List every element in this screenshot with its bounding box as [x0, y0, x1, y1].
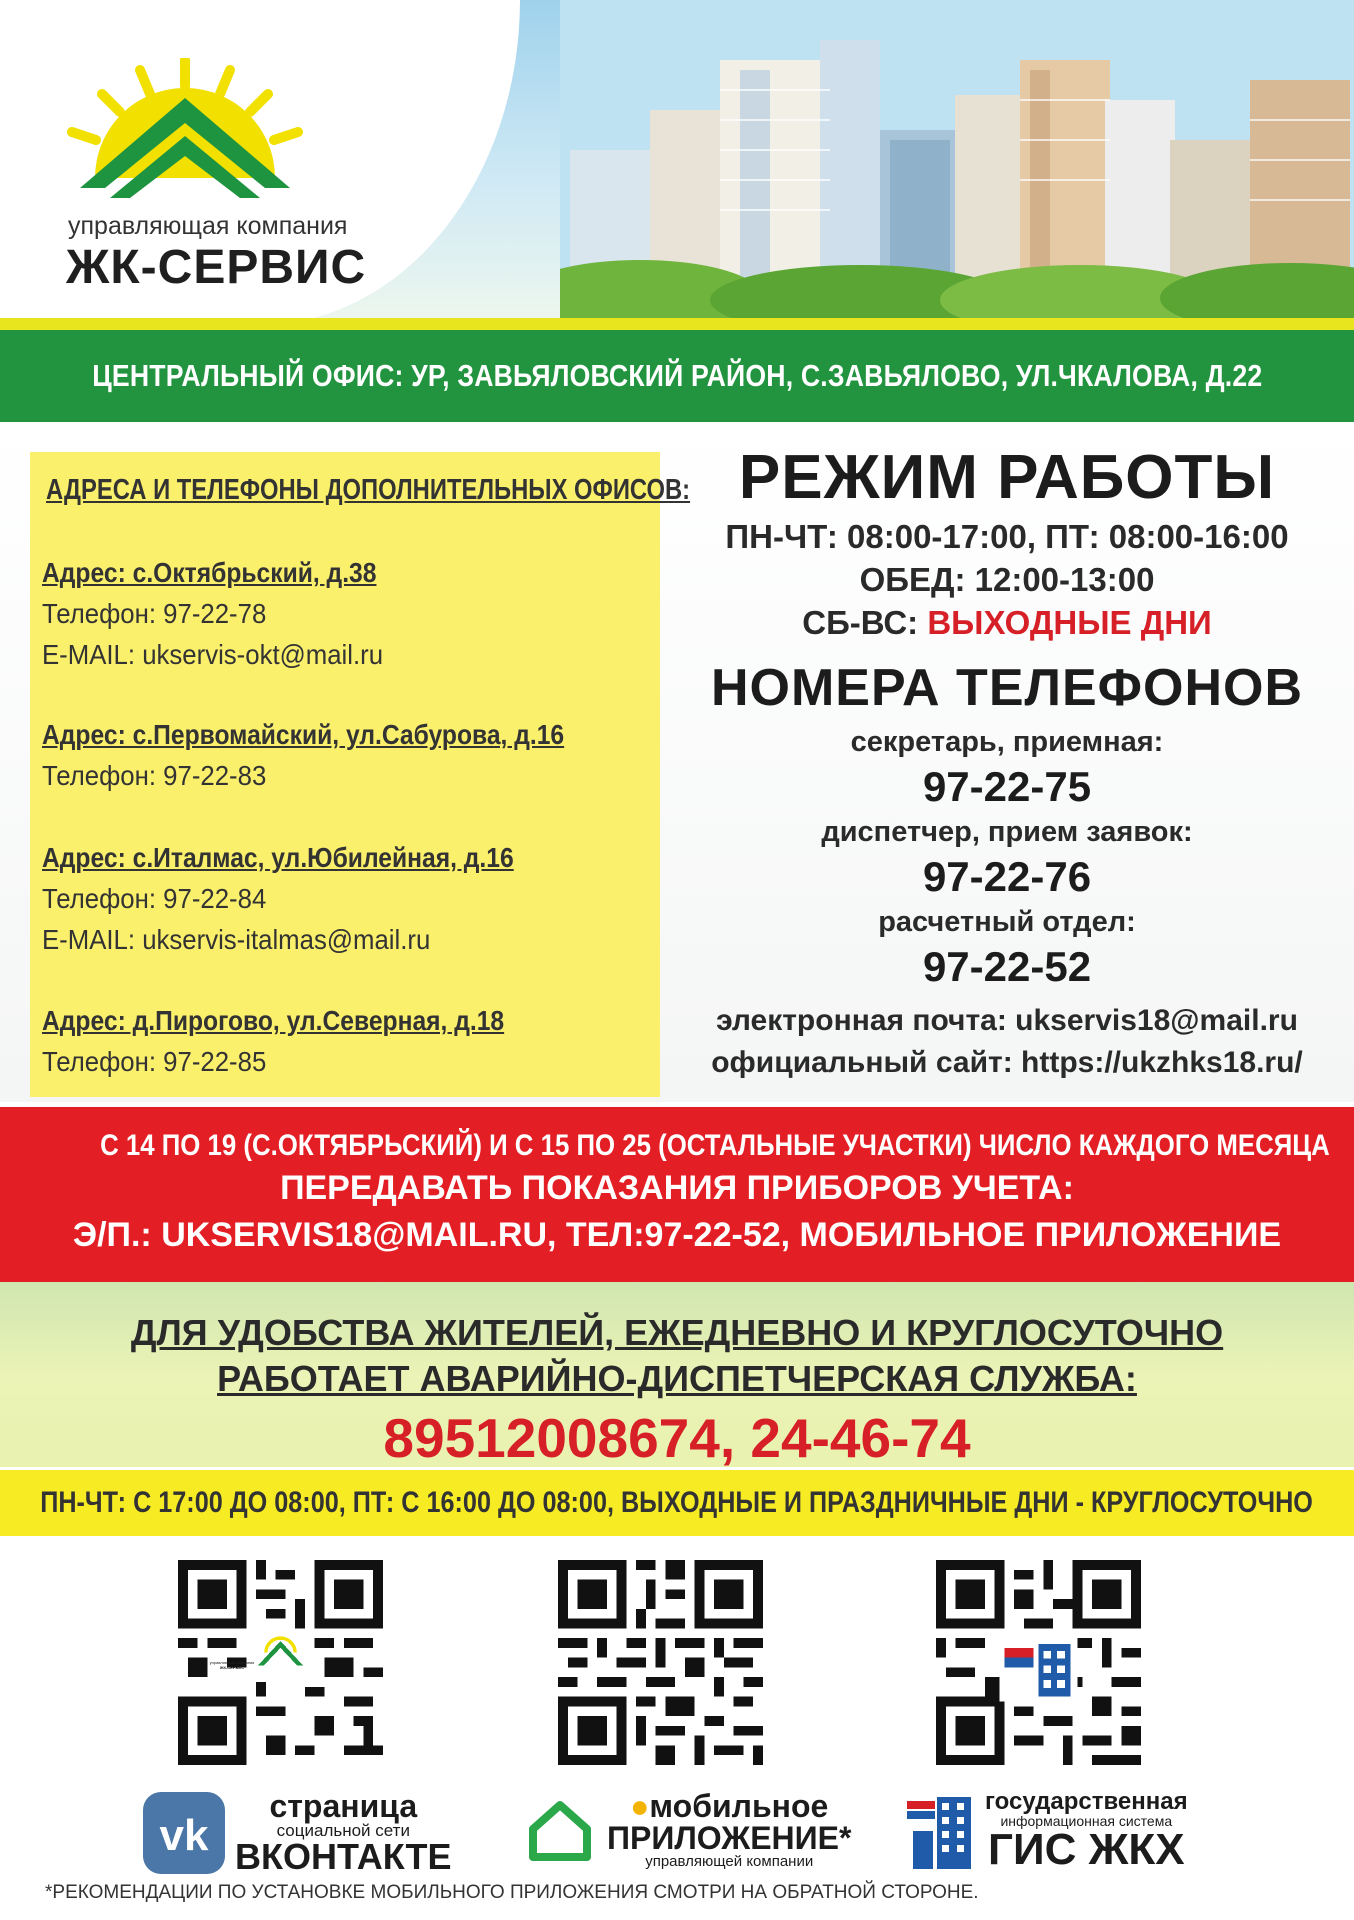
app-line1: мобильное [649, 1788, 829, 1824]
qr-app-block [510, 1560, 810, 1770]
office-phone: Телефон: 97-22-84 [42, 883, 267, 914]
schedule-lunch: ОБЕД: 12:00-13:00 [859, 561, 1155, 598]
office-item [42, 714, 635, 796]
weekend-value: ВЫХОДНЫЕ ДНИ [927, 604, 1212, 641]
meter-instruction: ПЕРЕДАВАТЬ ПОКАЗАНИЯ ПРИБОРОВ УЧЕТА: [280, 1169, 1074, 1207]
emergency-line2: РАБОТАЕТ АВАРИЙНО-ДИСПЕТЧЕРСКАЯ СЛУЖБА: [217, 1358, 1137, 1399]
app-line1-wrap [607, 1790, 851, 1822]
app-link[interactable] [525, 1790, 851, 1869]
gis-icon [905, 1791, 975, 1871]
phone-number[interactable]: 97-22-52 [922, 943, 1092, 990]
vk-line2: социальной сети [276, 1821, 410, 1840]
office-address: Адрес: с.Октябрьский, д.38 [42, 557, 377, 588]
offices-title: АДРЕСА И ТЕЛЕФОНЫ ДОПОЛНИТЕЛЬНЫХ ОФИСОВ: [46, 474, 691, 506]
office-item [42, 552, 422, 675]
gis-link[interactable] [905, 1790, 1188, 1872]
gis-caption [985, 1790, 1188, 1872]
footnote: *РЕКОМЕНДАЦИИ ПО УСТАНОВКЕ МОБИЛЬНОГО ПРИЛОЖЕНИЯ СМОТРИ НА ОБРАТНОЙ СТОРОНЕ. [45, 1882, 979, 1903]
gis-line3: ГИС ЖКХ [988, 1825, 1185, 1874]
central-office-address: ЦЕНТРАЛЬНЫЙ ОФИС: УР, ЗАВЬЯЛОВСКИЙ РАЙОН, С.ЗАВЬЯЛОВО, УЛ.ЧКАЛОВА, Д.22 [91, 358, 1263, 393]
info-section [0, 422, 1354, 1102]
meter-contacts: Э/П.: UKSERVIS18@MAIL.RU, ТЕЛ:97-22-52, МОБИЛЬНОЕ ПРИЛОЖЕНИЕ [72, 1216, 1282, 1254]
vk-icon [143, 1792, 225, 1874]
office-email[interactable]: E-MAIL: ukservis-italmas@mail.ru [42, 924, 431, 955]
logo-name: ЖК-СЕРВИС [66, 241, 367, 294]
phone-label: расчетный отдел: [878, 906, 1136, 938]
qr-logo-name: ЖК-СЕРВИС [219, 1665, 245, 1670]
app-caption [607, 1790, 851, 1869]
offices-panel [30, 452, 691, 1097]
phone-number[interactable]: 97-22-75 [922, 763, 1092, 810]
app-dot-icon: ● [630, 1788, 650, 1824]
office-email[interactable]: E-MAIL: ukservis-okt@mail.ru [42, 639, 384, 670]
vk-link[interactable] [143, 1790, 452, 1875]
qr-code-app[interactable] [558, 1560, 763, 1765]
schedule-title: РЕЖИМ РАБОТЫ [738, 443, 1276, 512]
meter-readings-bar [0, 1107, 1354, 1282]
app-line2: ПРИЛОЖЕНИЕ* [607, 1820, 852, 1856]
vk-caption [235, 1790, 452, 1875]
gis-line1: государственная [985, 1788, 1188, 1815]
qr-code-gis[interactable] [936, 1560, 1141, 1765]
office-address: Адрес: с.Италмас, ул.Юбилейная, д.16 [42, 842, 514, 873]
weekend-label: СБ-ВС: [802, 604, 919, 641]
logo-subtitle: управляющая компания [68, 212, 348, 240]
emergency-section [0, 1282, 1354, 1467]
phone-number[interactable]: 97-22-76 [922, 853, 1092, 900]
central-office-bar [0, 330, 1354, 422]
contact-site[interactable]: официальный сайт: https://ukzhks18.ru/ [711, 1046, 1303, 1079]
emergency-hours: ПН-ЧТ: С 17:00 ДО 08:00, ПТ: С 16:00 ДО 08:00, ВЫХОДНЫЕ И ПРАЗДНИЧНЫЕ ДНИ - КРУГЛОСУТОЧНО [40, 1486, 1314, 1519]
phone-label: секретарь, приемная: [850, 726, 1164, 758]
city-skyline-illustration [560, 0, 1354, 325]
phone-label: диспетчер, прием заявок: [821, 816, 1193, 848]
meter-period: С 14 ПО 19 (С.ОКТЯБРЬСКИЙ) И С 15 ПО 25 (ОСТАЛЬНЫЕ УЧАСТКИ) ЧИСЛО КАЖДОГО МЕСЯЦА [100, 1129, 1330, 1162]
vk-line3: ВКОНТАКТЕ [235, 1836, 452, 1877]
office-phone: Телефон: 97-22-83 [42, 760, 267, 791]
app-line3: управляющей компании [645, 1853, 814, 1870]
schedule-weekdays: ПН-ЧТ: 08:00-17:00, ПТ: 08:00-16:00 [725, 518, 1289, 555]
divider-stripe [0, 318, 1354, 330]
emergency-line1: ДЛЯ УДОБСТВА ЖИТЕЛЕЙ, ЕЖЕДНЕВНО И КРУГЛОСУТОЧНО [130, 1312, 1224, 1353]
emergency-phones[interactable]: 89512008674, 24-46-74 [383, 1407, 971, 1469]
office-item [42, 837, 578, 960]
qr-logo-caption [203, 1660, 261, 1670]
office-phone: Телефон: 97-22-78 [42, 598, 267, 629]
phones-title: НОМЕРА ТЕЛЕФОНОВ [710, 659, 1304, 717]
house-icon [525, 1795, 595, 1865]
office-address: Адрес: с.Первомайский, ул.Сабурова, д.16 [42, 719, 565, 750]
qr-gis-block [888, 1560, 1188, 1770]
sun-roof-logo-icon [60, 58, 310, 208]
gis-line2: информационная система [1000, 1813, 1173, 1829]
svg-text:vk: vk [159, 1810, 209, 1860]
office-address: Адрес: д.Пирогово, ул.Северная, д.18 [42, 1005, 505, 1036]
contact-email[interactable]: электронная почта: ukservis18@mail.ru [716, 1004, 1298, 1037]
qr-vk-block [130, 1560, 430, 1770]
schedule-phones-panel [660, 422, 1354, 1084]
office-item [42, 1000, 567, 1082]
header-banner [0, 0, 1354, 325]
qr-logo-subtitle: управляющая компания [209, 1660, 255, 1665]
schedule-weekend [660, 601, 1354, 644]
office-phone: Телефон: 97-22-85 [42, 1046, 267, 1077]
vk-line1: страница [269, 1788, 418, 1824]
emergency-hours-bar [0, 1470, 1354, 1536]
